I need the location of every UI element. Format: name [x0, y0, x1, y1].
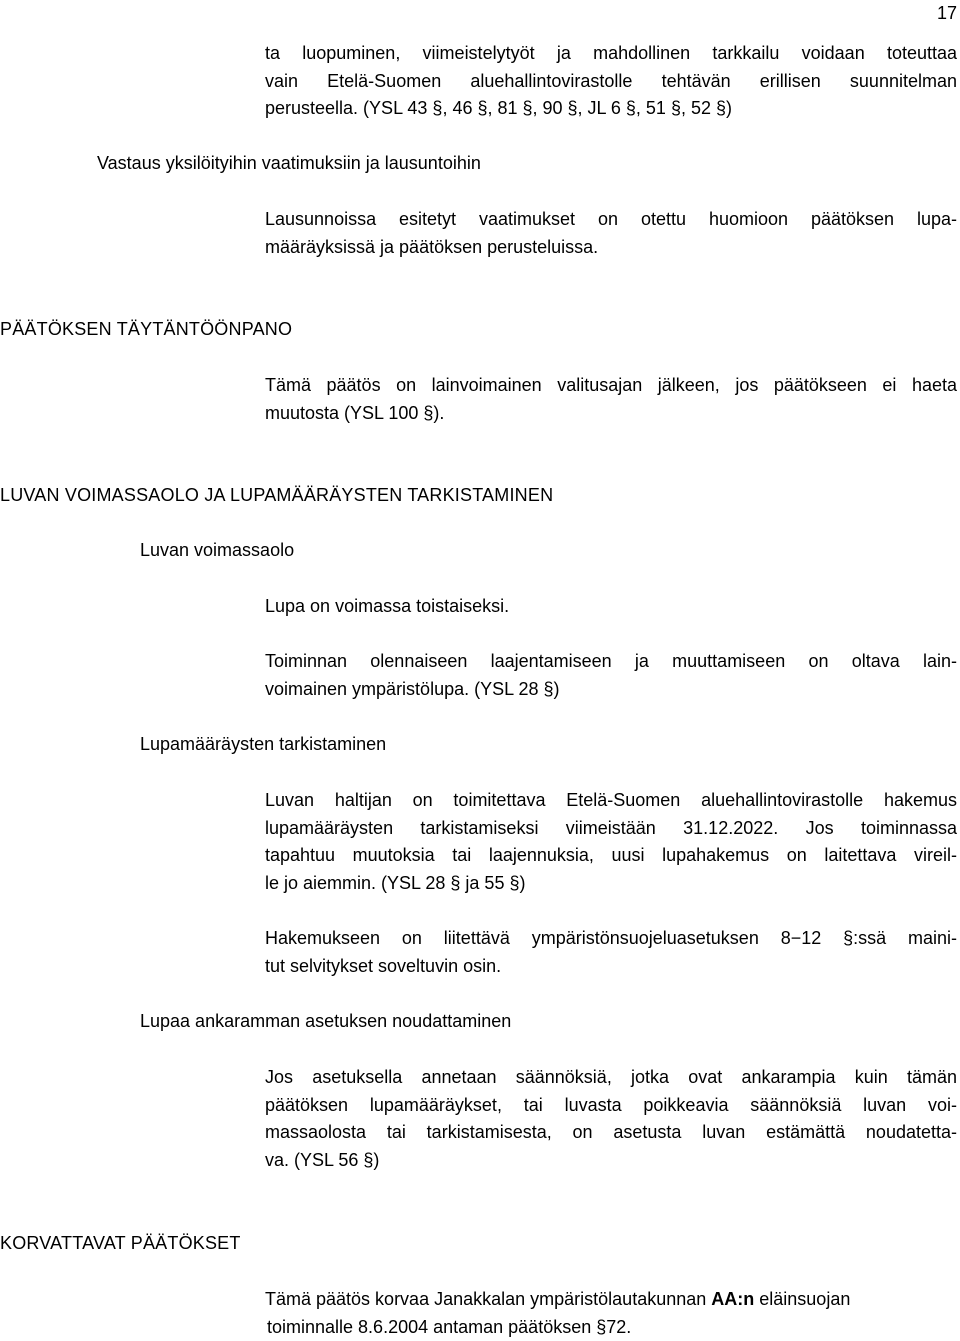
taytantoonpano-paragraph	[265, 372, 957, 427]
korvattavat-paragraph	[265, 1286, 850, 1341]
text-line: Toiminnan olennaiseen laajentamiseen ja muuttamiseen on oltava lain-	[265, 648, 957, 676]
bold-text: AA:n	[711, 1289, 754, 1309]
voimassaolo-paragraph-2	[265, 648, 957, 703]
text-line: Jos asetuksella annetaan säännöksiä, jotka ovat ankarampia kuin tämän	[265, 1064, 957, 1092]
ankarampi-paragraph	[265, 1064, 957, 1174]
voimassaolo-paragraph-1	[265, 593, 509, 621]
heading-text: LUVAN VOIMASSAOLO JA LUPAMÄÄRÄYSTEN TARKISTAMINEN	[0, 482, 553, 510]
text-line: le jo aiemmin. (YSL 28 § ja 55 §)	[265, 870, 957, 898]
subheading-text: Luvan voimassaolo	[140, 537, 294, 565]
text-line: perusteella. (YSL 43 §, 46 §, 81 §, 90 §, JL 6 §, 51 §, 52 §)	[265, 95, 957, 123]
text-line: Luvan haltijan on toimitettava Etelä-Suomen aluehallintovirastolle hakemus	[265, 787, 957, 815]
tarkistaminen-paragraph-1	[265, 787, 957, 897]
tarkistaminen-paragraph-2	[265, 925, 957, 980]
text-line: voimainen ympäristölupa. (YSL 28 §)	[265, 676, 957, 704]
heading-text: Vastaus yksilöityihin vaatimuksiin ja lausuntoihin	[97, 150, 481, 178]
text-line: Tämä päätös on lainvoimainen valitusajan jälkeen, jos päätökseen ei haeta	[265, 372, 957, 400]
heading-text: KORVATTAVAT PÄÄTÖKSET	[0, 1230, 241, 1258]
intro-paragraph	[265, 40, 957, 123]
text-line: vain Etelä-Suomen aluehallintovirastolle tehtävän erillisen suunnitelman	[265, 68, 957, 96]
luvan-voimassaolo-heading	[0, 482, 553, 510]
heading-text: PÄÄTÖKSEN TÄYTÄNTÖÖNPANO	[0, 316, 292, 344]
page-number: 17	[937, 2, 957, 24]
text-line: va. (YSL 56 §)	[265, 1147, 957, 1175]
text-line: toiminnalle 8.6.2004 antaman päätöksen §72.	[265, 1314, 850, 1341]
text-line: muutosta (YSL 100 §).	[265, 400, 957, 428]
text-line: lupamääräysten tarkistamiseksi viimeistään 31.12.2022. Jos toiminnassa	[265, 815, 957, 843]
vastaus-heading	[97, 150, 481, 178]
text-line: päätöksen lupamääräykset, tai luvasta poikkeavia säännöksiä luvan voi-	[265, 1092, 957, 1120]
text-line: määräyksissä ja päätöksen perusteluissa.	[265, 234, 957, 262]
luvan-voimassaolo-subheading	[140, 537, 294, 565]
text-line: Lausunnoissa esitetyt vaatimukset on otettu huomioon päätöksen lupa-	[265, 206, 957, 234]
text-segment: Tämä päätös korvaa Janakkalan ympäristölautakunnan	[265, 1289, 711, 1309]
text-line	[265, 1286, 850, 1314]
subheading-text: Lupaa ankaramman asetuksen noudattaminen	[140, 1008, 511, 1036]
text-line: Lupa on voimassa toistaiseksi.	[265, 593, 509, 621]
text-line: tapahtuu muutoksia tai laajennuksia, uusi lupahakemus on laitettava vireil-	[265, 842, 957, 870]
text-line: Hakemukseen on liitettävä ympäristönsuojeluasetuksen 8−12 §:ssä maini-	[265, 925, 957, 953]
text-line: massaolosta tai tarkistamisesta, on asetusta luvan estämättä noudatetta-	[265, 1119, 957, 1147]
subheading-text: Lupamääräysten tarkistaminen	[140, 731, 386, 759]
ankarampi-subheading	[140, 1008, 511, 1036]
vastaus-paragraph	[265, 206, 957, 261]
text-segment: eläinsuojan	[754, 1289, 850, 1309]
tarkistaminen-subheading	[140, 731, 386, 759]
korvattavat-heading	[0, 1230, 241, 1258]
text-line: tut selvitykset soveltuvin osin.	[265, 953, 957, 981]
taytantoonpano-heading	[0, 316, 292, 344]
text-line: ta luopuminen, viimeistelytyöt ja mahdollinen tarkkailu voidaan toteuttaa	[265, 40, 957, 68]
